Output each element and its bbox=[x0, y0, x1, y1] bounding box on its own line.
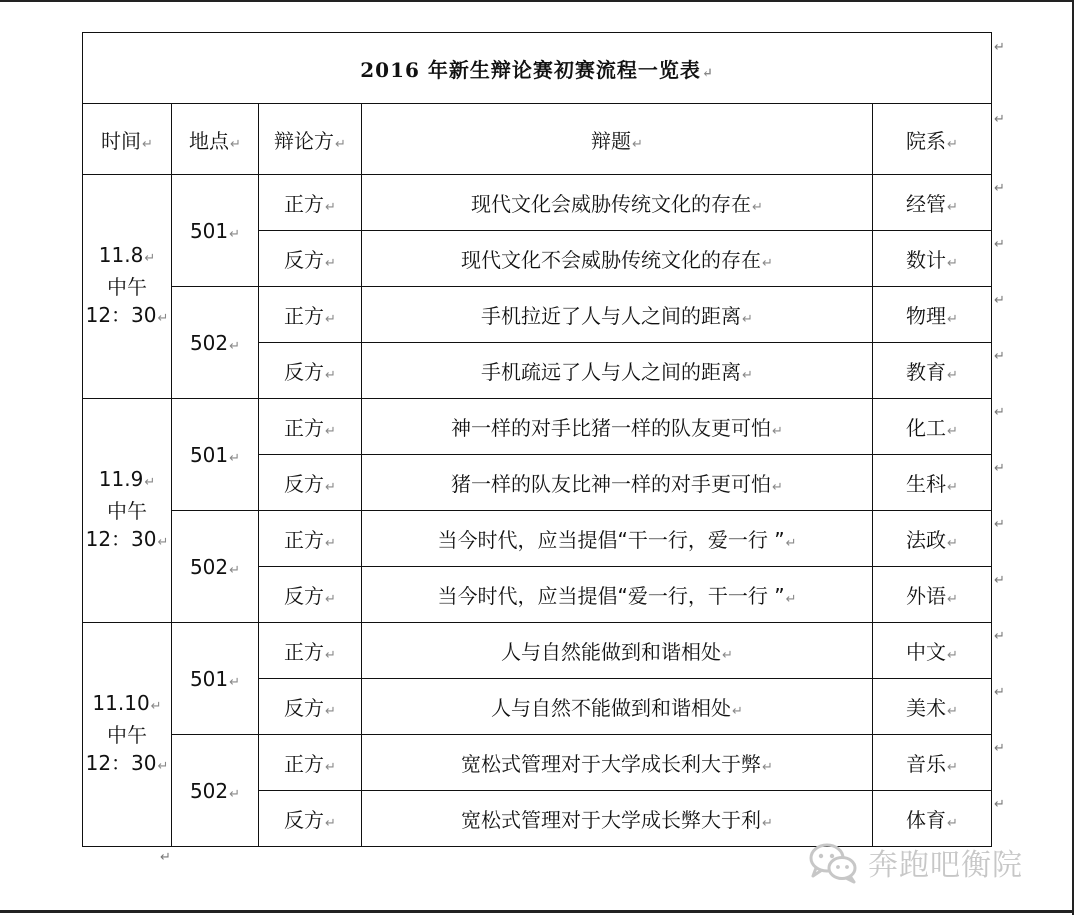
header-row bbox=[83, 104, 992, 175]
row-end-mark: ↵ bbox=[994, 293, 1005, 308]
row-end-mark: ↵ bbox=[994, 741, 1005, 756]
room-cell: 502↵ bbox=[172, 735, 259, 847]
college-cell: 外语↵ bbox=[873, 567, 992, 623]
row-end-mark: ↵ bbox=[994, 573, 1005, 588]
table-row bbox=[83, 287, 992, 343]
time-cell: 11.9↵ 中午 12：30↵ bbox=[83, 399, 172, 623]
paragraph-mark: ↵ bbox=[160, 850, 171, 865]
room-cell: 502↵ bbox=[172, 287, 259, 399]
topic-cell: 当今时代，应当提倡“干一行，爱一行 ”↵ bbox=[362, 511, 873, 567]
header-side: 辩论方↵ bbox=[259, 104, 362, 175]
schedule-table bbox=[82, 32, 992, 847]
wechat-icon bbox=[808, 840, 860, 884]
topic-cell: 现代文化会威胁传统文化的存在↵ bbox=[362, 175, 873, 231]
side-cell: 反方↵ bbox=[259, 679, 362, 735]
header-college: 院系↵ bbox=[873, 104, 992, 175]
time-cell: 11.10↵ 中午 12：30↵ bbox=[83, 623, 172, 847]
college-cell: 美术↵ bbox=[873, 679, 992, 735]
row-end-mark: ↵ bbox=[994, 40, 1005, 55]
side-cell: 正方↵ bbox=[259, 175, 362, 231]
table-title: 2016 年新生辩论赛初赛流程一览表↵ bbox=[83, 33, 992, 104]
row-end-mark: ↵ bbox=[994, 181, 1005, 196]
side-cell: 正方↵ bbox=[259, 287, 362, 343]
college-cell: 数计↵ bbox=[873, 231, 992, 287]
topic-cell: 当今时代，应当提倡“爱一行，干一行 ”↵ bbox=[362, 567, 873, 623]
row-end-mark: ↵ bbox=[994, 349, 1005, 364]
table-row bbox=[83, 399, 992, 455]
page-border-right bbox=[1072, 0, 1074, 915]
topic-cell: 现代文化不会威胁传统文化的存在↵ bbox=[362, 231, 873, 287]
table-row bbox=[83, 735, 992, 791]
row-end-mark: ↵ bbox=[994, 112, 1005, 127]
side-cell: 反方↵ bbox=[259, 567, 362, 623]
page-border-bottom bbox=[0, 910, 1074, 913]
header-topic: 辩题↵ bbox=[362, 104, 873, 175]
topic-cell: 人与自然不能做到和谐相处↵ bbox=[362, 679, 873, 735]
row-end-mark: ↵ bbox=[994, 797, 1005, 812]
row-end-mark: ↵ bbox=[994, 237, 1005, 252]
college-cell: 体育↵ bbox=[873, 791, 992, 847]
college-cell: 物理↵ bbox=[873, 287, 992, 343]
college-cell: 经管↵ bbox=[873, 175, 992, 231]
topic-cell: 宽松式管理对于大学成长弊大于利↵ bbox=[362, 791, 873, 847]
row-end-mark: ↵ bbox=[994, 629, 1005, 644]
side-cell: 正方↵ bbox=[259, 399, 362, 455]
topic-cell: 手机疏远了人与人之间的距离↵ bbox=[362, 343, 873, 399]
side-cell: 正方↵ bbox=[259, 623, 362, 679]
time-cell: 11.8↵ 中午 12：30↵ bbox=[83, 175, 172, 399]
watermark-text: 奔跑吧衡院 bbox=[868, 848, 1023, 883]
table-row bbox=[83, 511, 992, 567]
header-time: 时间↵ bbox=[83, 104, 172, 175]
topic-cell: 猪一样的队友比神一样的对手更可怕↵ bbox=[362, 455, 873, 511]
college-cell: 教育↵ bbox=[873, 343, 992, 399]
college-cell: 生科↵ bbox=[873, 455, 992, 511]
watermark bbox=[808, 838, 1053, 886]
row-end-mark: ↵ bbox=[994, 685, 1005, 700]
side-cell: 正方↵ bbox=[259, 511, 362, 567]
topic-cell: 宽松式管理对于大学成长利大于弊↵ bbox=[362, 735, 873, 791]
row-end-mark: ↵ bbox=[994, 405, 1005, 420]
side-cell: 正方↵ bbox=[259, 735, 362, 791]
topic-cell: 神一样的对手比猪一样的队友更可怕↵ bbox=[362, 399, 873, 455]
college-cell: 中文↵ bbox=[873, 623, 992, 679]
table-row bbox=[83, 623, 992, 679]
row-end-mark: ↵ bbox=[994, 461, 1005, 476]
topic-cell: 手机拉近了人与人之间的距离↵ bbox=[362, 287, 873, 343]
college-cell: 法政↵ bbox=[873, 511, 992, 567]
college-cell: 音乐↵ bbox=[873, 735, 992, 791]
college-cell: 化工↵ bbox=[873, 399, 992, 455]
row-end-mark: ↵ bbox=[994, 517, 1005, 532]
room-cell: 501↵ bbox=[172, 175, 259, 287]
topic-cell: 人与自然能做到和谐相处↵ bbox=[362, 623, 873, 679]
side-cell: 反方↵ bbox=[259, 343, 362, 399]
side-cell: 反方↵ bbox=[259, 791, 362, 847]
side-cell: 反方↵ bbox=[259, 231, 362, 287]
page-border-top bbox=[0, 0, 1072, 2]
room-cell: 502↵ bbox=[172, 511, 259, 623]
side-cell: 反方↵ bbox=[259, 455, 362, 511]
table-row bbox=[83, 175, 992, 231]
header-place: 地点↵ bbox=[172, 104, 259, 175]
room-cell: 501↵ bbox=[172, 623, 259, 735]
room-cell: 501↵ bbox=[172, 399, 259, 511]
